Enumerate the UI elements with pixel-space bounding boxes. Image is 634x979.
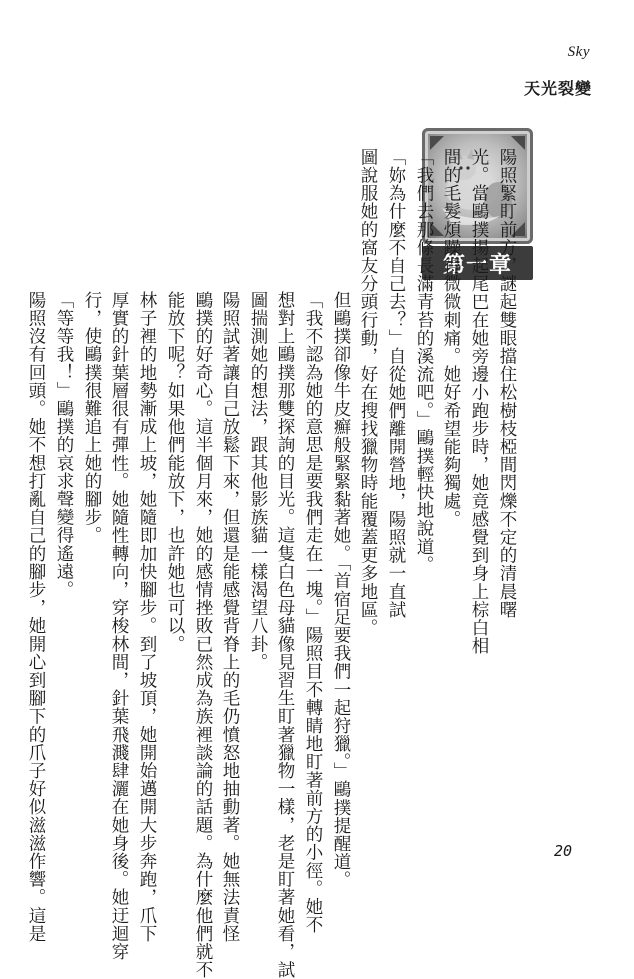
text-column: 光。當鷗撲揚起尾巴在她旁邊小跑步時，她竟感覺到身上棕白相	[469, 148, 489, 655]
text-column: 「等等我！」鷗撲的哀求聲變得遙遠。	[54, 291, 74, 599]
text-column: 圖說服她的窩友分頭行動，好在搜找獵物時能覆蓋更多地區。	[358, 148, 378, 637]
text-column: 陽照沒有回頭。她不想打亂自己的腳步，她開心到腳下的爪子好似滋滋作響。這是	[26, 291, 46, 943]
book-title-english: Sky	[567, 44, 590, 60]
text-column: 行，使鷗撲很難追上她的腳步。	[82, 291, 102, 545]
chapter-label: 第一章	[422, 246, 533, 280]
text-column: 陽照緊盯前方，謎起雙眼擋住松樹枝椏間閃爍不定的清晨曙	[497, 148, 517, 619]
text-column: 「我不認為她的意思是要我們走在一塊。」陽照目不轉睛地盯著前方的小徑。她不	[303, 291, 323, 934]
text-column: 想對上鷗撲那雙探詢的目光。這隻白色母貓像見習生盯著獵物一樣，老是盯著她看，試	[275, 291, 295, 979]
text-column: 「我們去那條長滿青苔的溪流吧。」鷗撲輕快地說道。	[414, 148, 434, 574]
text-column: 能放下呢？如果他們能放下，也許她也可以。	[165, 291, 185, 653]
page-number: 20	[553, 842, 572, 860]
text-column: 間的毛髮煩躁得微微刺痛。她好希望能夠獨處。	[441, 148, 461, 529]
text-column: 鷗撲的好奇心。這半個月來，她的感情挫敗已然成為族裡談論的話題。為什麼他們就不	[193, 291, 213, 979]
text-column: 但鷗撲卻像牛皮癬般緊緊黏著她。「首宿足要我們一起狩獵。」鷗撲提醒道。	[331, 291, 351, 889]
text-column: 圖揣測她的想法，跟其他影族貓一樣渴望八卦。	[248, 291, 268, 672]
text-column: 厚實的針葉層很有彈性。她隨性轉向，穿梭林間，針葉飛濺肆灑在她身後。她迂迴穿	[109, 291, 129, 961]
text-column: 陽照試著讓自己放鬆下來，但還是能感覺背脊上的毛仍憤怒地抽動著。她無法責怪	[220, 291, 240, 943]
text-column: 「妳為什麼不自己去？」自從她們離開營地，陽照就一直試	[386, 148, 406, 619]
book-title-chinese: 天光裂變	[523, 79, 592, 98]
text-column: 林子裡的地勢漸成上坡，她隨即加快腳步。到了坡頂，她開始邁開大步奔跑，爪下	[137, 291, 157, 943]
